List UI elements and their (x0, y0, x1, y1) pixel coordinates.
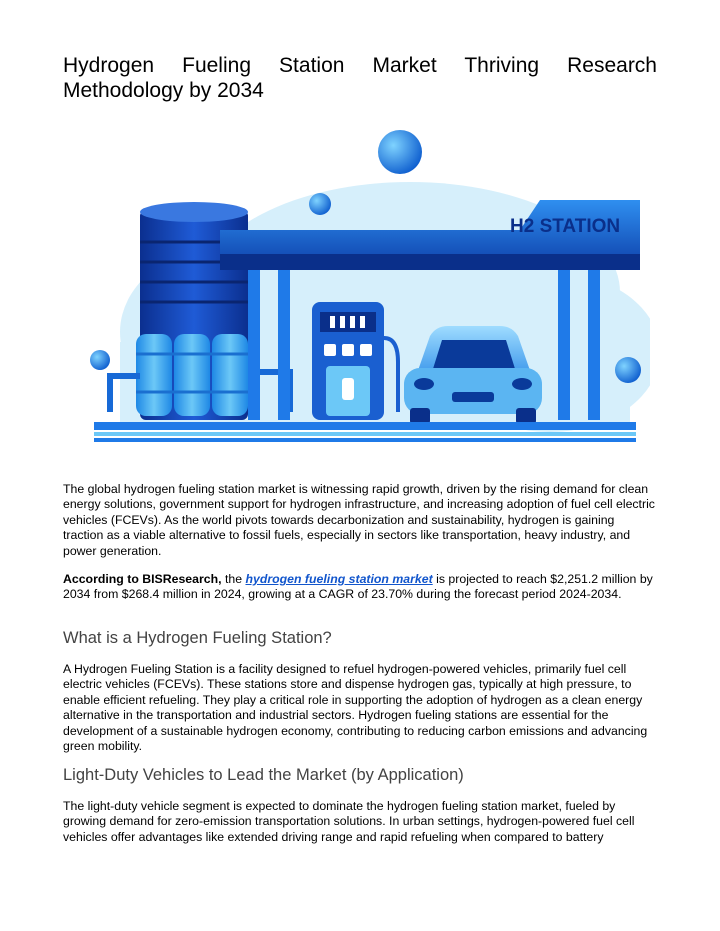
section-heading: Light-Duty Vehicles to Lead the Market (by Application) (63, 766, 464, 784)
sphere-decoration (378, 130, 422, 174)
forecast-text: the (221, 572, 246, 586)
sphere-decoration (615, 357, 641, 383)
sphere-decoration (90, 350, 110, 370)
sphere-decoration (309, 193, 331, 215)
station-sign: H2 STATION (510, 216, 621, 237)
ground (94, 422, 636, 442)
forecast-text-rest: is projected to reach $2,251.2 million by 2034 from $268.4 million in 2024, growing at a CAGR of 23.70% during the forecast period 2024-2034. (63, 572, 653, 602)
intro-paragraph: The global hydrogen fueling station market is witnessing rapid growth, driven by the rising demand for clean energy solutions, government support for hydrogen infrastructure, and increasing adoption of fuel cell electric vehicles (FCEVs). As the world pivots towards decarbonization and sustainability, hydrogen is gaining traction as a viable alternative to fossil fuels, especially in sectors like transportation, heavy industry, and power generation. (63, 482, 655, 558)
forecast-paragraph (63, 572, 657, 603)
section-heading: What is a Hydrogen Fueling Station? (63, 629, 332, 647)
h2-station-illustration (80, 122, 650, 448)
section-paragraph: A Hydrogen Fueling Station is a facility designed to refuel hydrogen-powered vehicles, primarily fuel cell electric vehicles (FCEVs). These stations store and dispense hydrogen gas, typically at high pressure, to enable efficient refueling. They play a critical role in supporting the adoption of hydrogen as a clean energy alternative in the transportation and industrial sectors. Hydrogen fueling stations are essential for the development of a sustainable hydrogen economy, contributing to reducing carbon emissions and advancing green mobility. (63, 662, 648, 754)
market-link[interactable]: hydrogen fueling station market (245, 572, 433, 586)
section-paragraph: The light-duty vehicle segment is expected to dominate the hydrogen fueling station market, fueled by growing demand for zero-emission transportation solutions. In urban settings, hydrogen-powered fuel cell vehicles offer advantages like extended driving range and rapid refueling when compared to battery (63, 799, 635, 844)
source-label: According to BISResearch, (63, 572, 222, 586)
document-title: Hydrogen Fueling Station Market Thriving Research Methodology by 2034 (63, 54, 657, 102)
hydrogen-tanks (136, 334, 248, 416)
